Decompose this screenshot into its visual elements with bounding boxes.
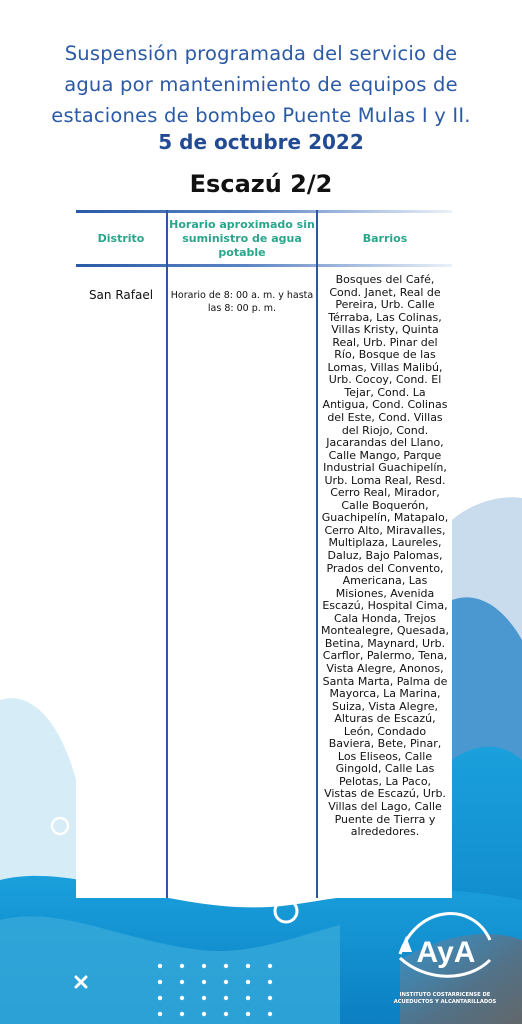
aya-logo: [386, 896, 504, 1006]
title-line: estaciones de bombeo Puente Mulas I y II.: [51, 104, 471, 127]
title-line: agua por mantenimiento de equipos de: [64, 73, 458, 96]
table-header-rule: [76, 264, 452, 267]
cell-distrito: San Rafael: [88, 288, 154, 302]
logo-caption: [386, 992, 504, 1005]
column-divider: [166, 210, 168, 898]
column-header-distrito: Distrito: [97, 231, 145, 245]
column-divider: [316, 210, 318, 898]
cell-barrios: Bosques del Café, Cond. Janet, Real de Pereira, Urb. Calle Térraba, Las Colinas, Villas Kristy, Quinta Real, Urb. Pinar del Río, Bosque de las Lomas, Villas Malibú, Urb. Cocoy, Cond. El Tejar, Cond. La Antigua, Cond. Colinas del Este, Cond. Villas del Riojo, Cond. Jacarandas del Llano, Calle Mango, Parque Industrial Guachipelín, Urb. Loma Real, Resd. Cerro Real, Mirador, Calle Boquerón, Guachipelín, Matapalo, Cerro Alto, Miravalles, Multiplaza, Laureles, Daluz, Bajo Palomas, Prados del Convento, Americana, Las Misiones, Avenida Escazú, Hospital Cima, Cala Honda, Trejos Montealegre, Quesada, Betina, Maynard, Urb. Carflor, Palermo, Tena, Vista Alegre, Anonos, Santa Marta, Palma de Mayorca, La Marina, Suiza, Vista Alegre, Alturas de Escazú, León, Condado Baviera, Bete, Pinar, Los Eliseos, Calle Gingold, Calle Las Pelotas, La Paco, Vistas de Escazú, Urb. Villas del Lago, Calle Puente de Tierra y alrededores.: [321, 273, 449, 839]
logo-caption-line: INSTITUTO COSTARRICENSE DE: [399, 992, 491, 998]
logo-caption-line: ACUEDUCTOS Y ALCANTARILLADOS: [393, 998, 497, 1005]
column-header-barrios: Barrios: [362, 231, 408, 245]
column-header-horario: Horario aproximado sin suministro de agua potable: [169, 217, 315, 259]
announcement-date: 5 de octubre 2022: [158, 130, 364, 154]
canton-heading: Escazú 2/2: [189, 170, 333, 198]
schedule-table: [76, 210, 452, 898]
announcement-title: [0, 38, 522, 131]
title-line: Suspensión programada del servicio de: [64, 42, 458, 65]
cell-horario: Horario de 8: 00 a. m. y hasta las 8: 00 p. m.: [170, 290, 314, 314]
logo-text: AyA: [416, 936, 476, 969]
aya-logo-icon: [386, 896, 504, 992]
